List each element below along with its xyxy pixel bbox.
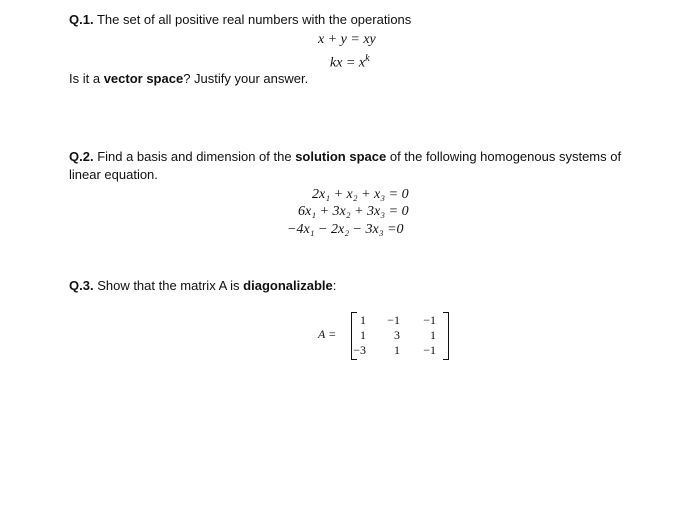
q1-question-post: ? Justify your answer. [183, 71, 309, 86]
q3-text-bold: diagonalizable [243, 278, 333, 293]
q2-text-bold: solution space [295, 149, 387, 164]
q1-question [69, 70, 308, 87]
q2-line-2: linear equation. [69, 167, 158, 182]
q2-equation-2: 6x₁ + 3x₂ + 3x₃ = 0 [298, 204, 409, 219]
q3-line [69, 277, 336, 294]
q3-label: Q.3. [69, 278, 94, 293]
q2-text-pre: Find a basis and dimension of the [93, 149, 296, 164]
matrix-label: A = [318, 327, 337, 341]
q1-operation-addition: x + y = xy [318, 32, 376, 47]
q1-text: The set of all positive real numbers with the operations [93, 12, 412, 27]
q1-op2-exponent: k [365, 53, 370, 64]
matrix-cell-r2c3: 1 [430, 328, 436, 342]
q2-equation-1: 2x₁ + x₂ + x₃ = 0 [312, 187, 409, 202]
q1-label: Q.1. [69, 12, 94, 27]
q3-text-pre: Show that the matrix A is [93, 278, 244, 293]
matrix-cell-r3c1: −3 [353, 343, 366, 357]
matrix-right-bracket [443, 312, 449, 360]
matrix-cell-r1c1: 1 [360, 313, 366, 327]
matrix-cell-r1c3: −1 [423, 313, 436, 327]
q1-line [69, 11, 411, 28]
q2-equation-3: −4x₁ − 2x₂ − 3x₃ =0 [287, 222, 404, 237]
q1-question-pre: Is it a [69, 71, 104, 86]
q2-line-1 [69, 148, 621, 165]
matrix-cell-r3c3: −1 [423, 343, 436, 357]
matrix-cell-r2c1: 1 [360, 328, 366, 342]
q2-text-post: of the following homogenous systems of [386, 149, 622, 164]
matrix-cell-r1c2: −1 [387, 313, 400, 327]
matrix-cell-r3c2: 1 [394, 343, 400, 357]
q1-op2-base: kx = x [330, 55, 366, 71]
q3-text-post: : [332, 278, 337, 293]
q1-question-bold: vector space [103, 71, 184, 86]
q1-operation-scalar [330, 50, 370, 72]
matrix-cell-r2c2: 3 [394, 328, 400, 342]
q2-label: Q.2. [69, 149, 94, 164]
